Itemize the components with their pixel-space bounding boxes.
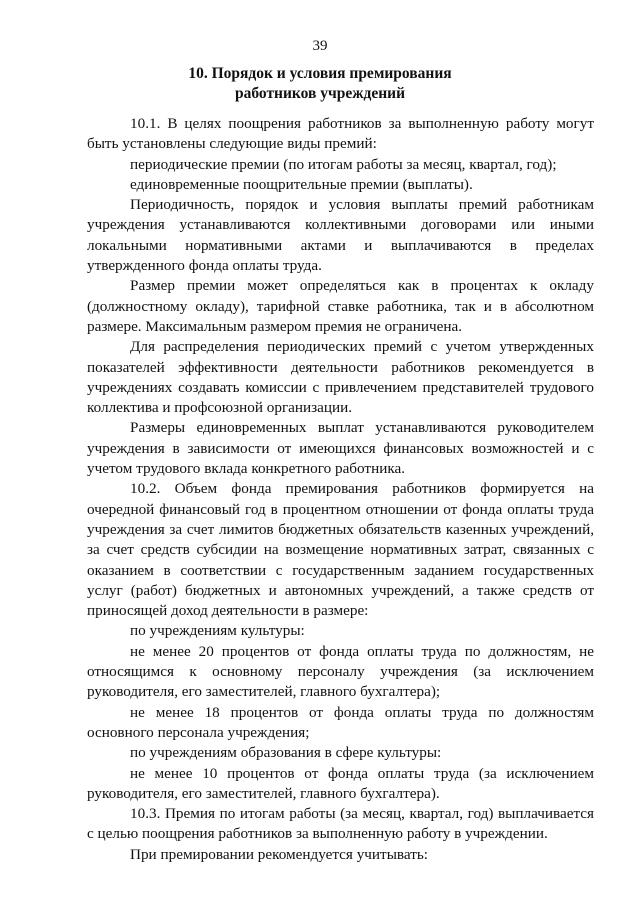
paragraph: При премировании рекомендуется учитывать: bbox=[130, 845, 429, 863]
paragraph: по учреждениям культуры: bbox=[130, 622, 305, 640]
section-title-line-1: 10. Порядок и условия премирования bbox=[188, 65, 452, 82]
paragraph: Размер премии может определяться как в процентах к окладу (должностному окладу), тарифной ставке работника, так и в абсолютном размере. Максимальным размером премия не ограничена. bbox=[87, 277, 594, 335]
paragraph: 10.2. Объем фонда премирования работников формируется на очередной финансовый год в процентном отношении от фонда оплаты труда учреждения за счет лимитов бюджетных обязательств казенных учреждений, за счет средств субсидии на возмещение нормативных затрат, связанных с оказанием в соответствии с государственным заданием государственных услуг (работ) бюджетных и автономных учреждений, а также средств от приносящей доход деятельности в размере: bbox=[87, 480, 594, 620]
document-body bbox=[87, 114, 594, 865]
paragraph: периодические премии (по итогам работы за месяц, квартал, год); bbox=[130, 155, 557, 173]
paragraph: по учреждениям образования в сфере культуры: bbox=[130, 744, 442, 762]
paragraph: не менее 18 процентов от фонда оплаты труда по должностям основного персонала учреждения; bbox=[87, 703, 594, 741]
paragraph: не менее 10 процентов от фонда оплаты труда (за исключением руководителя, его заместителей, главного бухгалтера). bbox=[87, 764, 594, 802]
paragraph: 10.3. Премия по итогам работы (за месяц, квартал, год) выплачивается с целью поощрения работников за выполненную работу в учреждении. bbox=[87, 805, 594, 843]
paragraph: 10.1. В целях поощрения работников за выполненную работу могут быть установлены следующие виды премий: bbox=[87, 115, 594, 153]
section-title bbox=[60, 64, 580, 104]
paragraph: Размеры единовременных выплат устанавливаются руководителем учреждения в зависимости от имеющихся финансовых возможностей и с учетом трудового вклада конкретного работника. bbox=[87, 419, 594, 478]
page-number: 39 bbox=[312, 38, 328, 54]
paragraph: единовременные поощрительные премии (выплаты). bbox=[130, 175, 473, 193]
paragraph: не менее 20 процентов от фонда оплаты труда по должностям, не относящимся к основному персоналу учреждения (за исключением руководителя, его заместителей, главного бухгалтера); bbox=[87, 642, 594, 701]
paragraph: Периодичность, порядок и условия выплаты премий работникам учреждения устанавливаются коллективными договорами или иными локальными нормативными актами и выплачиваются в пределах утвержденного фонда оплаты труда. bbox=[87, 196, 594, 275]
paragraph: Для распределения периодических премий с учетом утвержденных показателей эффективности деятельности работников рекомендуется в учреждениях создавать комиссии с привлечением представителей трудового коллектива и профсоюзной организации. bbox=[87, 338, 594, 417]
section-title-line-2: работников учреждений bbox=[234, 85, 405, 102]
